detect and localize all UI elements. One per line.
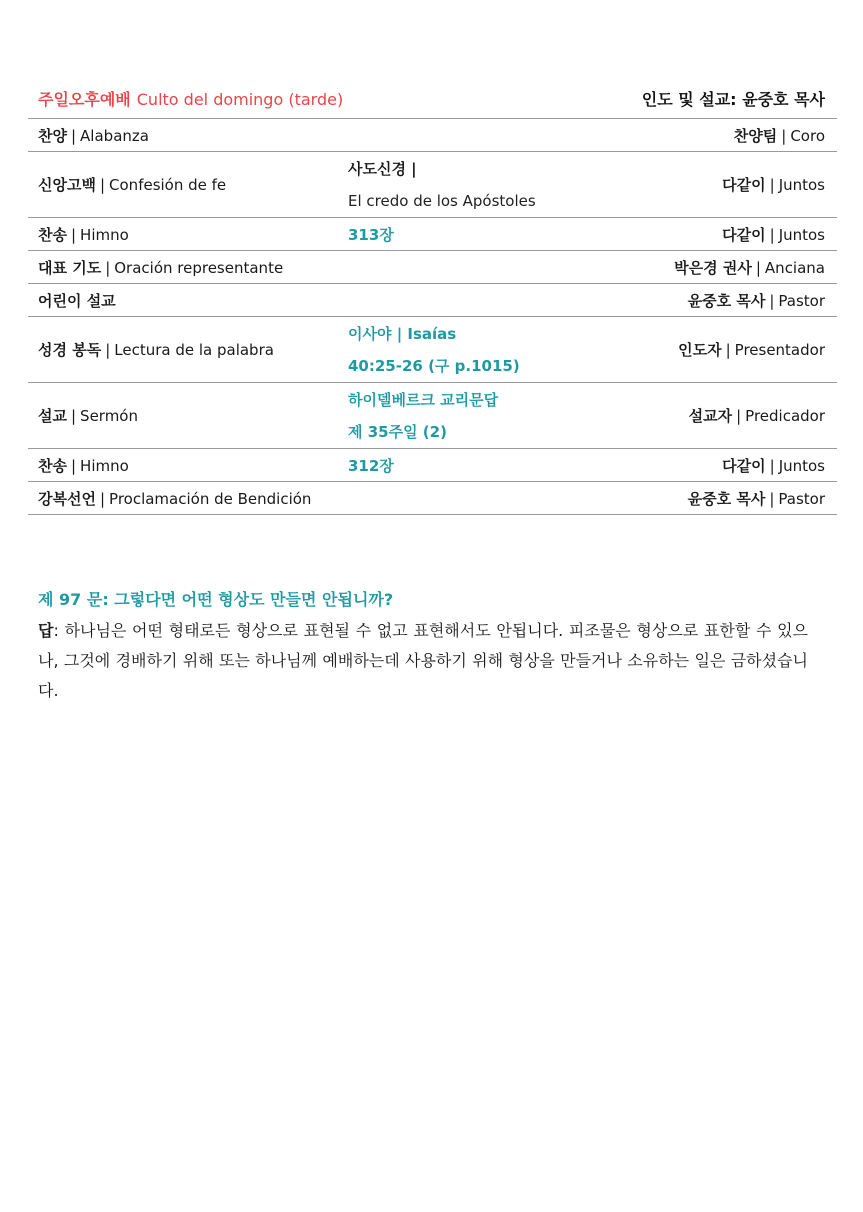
part-cell: [28, 383, 348, 449]
service-header: [28, 84, 837, 119]
by-es: Coro: [790, 126, 825, 145]
by-ko: 설교자: [688, 407, 733, 425]
catechism-answer: [38, 616, 808, 706]
by-ko: 윤중호 목사: [687, 291, 766, 310]
part-es: Lectura de la palabra: [114, 341, 274, 359]
part-ko: 신앙고백: [38, 176, 96, 194]
table-row: [28, 449, 837, 482]
table-row: [28, 284, 837, 317]
by-ko: 다같이: [722, 176, 766, 194]
by-ko: 박은경 권사: [674, 258, 752, 277]
table-row: [28, 218, 837, 251]
by-ko: 인도자: [678, 341, 722, 359]
by-cell: [608, 119, 837, 152]
separator: |: [769, 176, 775, 194]
detail-line-2: El credo de los Apóstoles: [348, 191, 536, 210]
by-ko: 다같이: [722, 456, 766, 475]
part-cell: [28, 482, 348, 515]
service-leader: 인도 및 설교: 윤중호 목사: [641, 90, 825, 109]
table-row: [28, 482, 837, 515]
part-cell: [28, 119, 348, 152]
table-row: [28, 317, 837, 383]
separator: |: [755, 258, 761, 277]
detail-cell: [348, 152, 608, 218]
answer-label: 답: [38, 621, 54, 640]
by-cell: [608, 218, 837, 251]
separator: |: [769, 291, 775, 310]
by-cell: [608, 383, 837, 449]
part-es: Oración representante: [114, 258, 284, 277]
by-es: Pastor: [778, 291, 825, 310]
by-es: Juntos: [778, 456, 825, 475]
detail-cell: [348, 482, 608, 515]
detail-line-1: 사도신경 |: [348, 159, 417, 178]
sermon-source: 하이델베르크 교리문답: [348, 390, 499, 409]
detail-cell: [348, 119, 608, 152]
by-cell: [608, 482, 837, 515]
by-es: Pastor: [778, 489, 825, 508]
part-ko: 찬송: [38, 456, 67, 475]
table-row: [28, 152, 837, 218]
separator: |: [70, 456, 77, 475]
part-ko: 설교: [38, 407, 67, 425]
service-title-es: Culto del domingo (tarde): [136, 90, 344, 109]
detail-cell: [348, 218, 608, 251]
part-es: Proclamación de Bendición: [109, 489, 312, 508]
separator: |: [769, 225, 775, 244]
separator: |: [70, 225, 77, 244]
by-es: Presentador: [734, 341, 825, 359]
by-ko: 다같이: [722, 225, 766, 244]
by-es: Anciana: [764, 258, 825, 277]
part-cell: [28, 251, 348, 284]
by-ko: 찬양팀: [733, 126, 778, 145]
separator: |: [99, 176, 106, 194]
scripture-reference: 40:25-26 (구 p.1015): [348, 356, 520, 375]
separator: |: [736, 407, 742, 425]
separator: |: [725, 341, 731, 359]
by-cell: [608, 449, 837, 482]
part-ko: 대표 기도: [38, 258, 102, 277]
separator: |: [781, 126, 787, 145]
part-ko: 강복선언: [38, 489, 96, 508]
separator: |: [70, 407, 77, 425]
by-es: Juntos: [778, 176, 825, 194]
separator: |: [105, 341, 111, 359]
by-es: Juntos: [778, 225, 825, 244]
part-cell: [28, 449, 348, 482]
separator: |: [99, 489, 106, 508]
part-cell: [28, 317, 348, 383]
service-title-ko: 주일오후예배: [38, 90, 131, 109]
by-es: Predicador: [745, 407, 825, 425]
table-row: [28, 251, 837, 284]
part-cell: [28, 152, 348, 218]
by-cell: [608, 152, 837, 218]
part-ko: 찬양: [38, 126, 67, 145]
part-es: Sermón: [80, 407, 138, 425]
detail-cell: [348, 317, 608, 383]
table-row: [28, 119, 837, 152]
scripture-book: 이사야 | Isaías: [348, 324, 457, 343]
hymn-number: 313장: [348, 225, 394, 244]
service-title: [38, 87, 343, 118]
part-es: Confesión de fe: [109, 176, 227, 194]
detail-cell: [348, 251, 608, 284]
part-cell: [28, 218, 348, 251]
part-es: Himno: [80, 456, 129, 475]
order-table: [28, 119, 837, 515]
by-ko: 윤중호 목사: [687, 489, 766, 508]
sermon-week: 제 35주일 (2): [348, 422, 447, 441]
part-ko: 찬송: [38, 225, 67, 244]
part-es: Alabanza: [80, 126, 149, 145]
part-ko: 어린이 설교: [38, 291, 116, 310]
by-cell: [608, 251, 837, 284]
by-cell: [608, 284, 837, 317]
part-ko: 성경 봉독: [38, 341, 102, 359]
answer-text: : 하나님은 어떤 형태로든 형상으로 표현될 수 없고 표현해서도 안됩니다. 피조물은 형상으로 표한할 수 있으나, 그것에 경배하기 위해 또는 하나님께 예배하는데 사용하기 위해 형상을 만들거나 소유하는 일은 금하셨습니다.: [38, 621, 808, 700]
table-row: [28, 383, 837, 449]
part-es: Himno: [80, 225, 129, 244]
detail-cell: [348, 383, 608, 449]
catechism-section: [38, 587, 808, 706]
separator: |: [105, 258, 111, 277]
part-cell: [28, 284, 348, 317]
hymn-number: 312장: [348, 456, 394, 475]
detail-cell: [348, 284, 608, 317]
separator: |: [769, 489, 775, 508]
worship-order: [28, 84, 837, 515]
by-cell: [608, 317, 837, 383]
detail-cell: [348, 449, 608, 482]
catechism-question: 제 97 문: 그렇다면 어떤 형상도 만들면 안됩니까?: [38, 590, 394, 609]
separator: |: [769, 456, 775, 475]
separator: |: [70, 126, 77, 145]
